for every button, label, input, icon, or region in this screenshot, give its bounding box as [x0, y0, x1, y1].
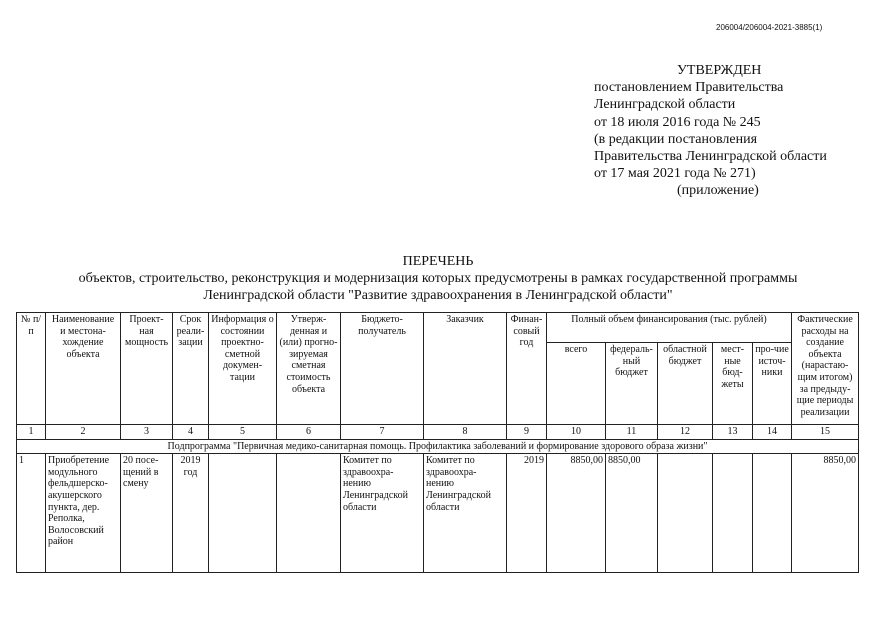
header-info: Информация о состоянии проектно-сметной докумен-тации — [209, 313, 277, 425]
approval-line: от 17 мая 2021 года № 271) — [594, 166, 756, 182]
approval-line: постановлением Правительства — [594, 80, 784, 96]
col-number: 3 — [121, 425, 173, 440]
approval-line: (в редакции постановления — [594, 131, 758, 147]
header-fin-year: Финан-совый год — [507, 313, 547, 425]
approval-line: от 18 июля 2016 года № 245 — [594, 114, 761, 130]
header-approved-cost: Утверж-денная и (или) прогно-зируемая сметная стоимость объекта — [277, 313, 341, 425]
col-number: 2 — [46, 425, 121, 440]
subtitle-line: объектов, строительство, реконструкция и модернизация которых предусмотрены в рамках государственной программы — [78, 271, 798, 286]
header-regional: областной бюджет — [658, 343, 713, 425]
approval-line: УТВЕРЖДЕН — [677, 63, 762, 78]
header-recipient: Бюджето-получатель — [341, 313, 424, 425]
cell-local — [713, 454, 753, 573]
cell-fin-year: 2019 — [507, 454, 547, 573]
col-number: 12 — [658, 425, 713, 440]
subtitle-line: Ленинградской области "Развитие здравоохранения в Ленинградской области" — [203, 288, 673, 303]
approval-line: Правительства Ленинградской области — [594, 149, 827, 165]
header-customer: Заказчик — [424, 313, 507, 425]
header-other: про-чие источ-ники — [753, 343, 792, 425]
header-local: мест-ные бюд-жеты — [713, 343, 753, 425]
cell-recipient: Комитет по здравоохра-нению Ленинградской области — [341, 454, 424, 573]
approval-block — [594, 62, 864, 200]
cell-federal: 8850,00 — [606, 454, 658, 573]
col-number: 5 — [209, 425, 277, 440]
col-number: 15 — [792, 425, 859, 440]
header-num: № п/п — [17, 313, 46, 425]
col-number: 8 — [424, 425, 507, 440]
col-number: 9 — [507, 425, 547, 440]
cell-capacity: 20 посе-щений в смену — [121, 454, 173, 573]
cell-approved-cost — [277, 454, 341, 573]
objects-table — [16, 312, 859, 573]
cell-regional — [658, 454, 713, 573]
document-id: 206004/206004-2021-3885(1) — [716, 23, 823, 32]
col-number: 10 — [547, 425, 606, 440]
col-number: 6 — [277, 425, 341, 440]
header-all: всего — [547, 343, 606, 425]
header-actual: Фактические расходы на создание объекта (нарастаю-щим итогом) за предыду-щие периоды реализации — [792, 313, 859, 425]
cell-term: 2019 год — [173, 454, 209, 573]
col-number: 14 — [753, 425, 792, 440]
cell-actual: 8850,00 — [792, 454, 859, 573]
table-row — [17, 454, 859, 573]
header-name: Наименование и местона-хождение объекта — [46, 313, 121, 425]
subprogram-title: Подпрограмма "Первичная медико-санитарная помощь. Профилактика заболеваний и формирование здорового образа жизни" — [17, 439, 859, 454]
header-capacity: Проект-ная мощность — [121, 313, 173, 425]
header-total-funding: Полный объем финансирования (тыс. рублей) — [547, 313, 792, 343]
col-number: 7 — [341, 425, 424, 440]
cell-customer: Комитет по здравоохра-нению Ленинградской области — [424, 454, 507, 573]
header-federal: федераль-ный бюджет — [606, 343, 658, 425]
document-subtitle — [18, 270, 858, 304]
header-term: Срок реали-зации — [173, 313, 209, 425]
approval-line: (приложение) — [677, 183, 759, 199]
cell-other — [753, 454, 792, 573]
cell-name: Приобретение модульного фельдшерско-акушерского пункта, дер. Реполка, Волосовский район — [46, 454, 121, 573]
col-number: 1 — [17, 425, 46, 440]
approval-line: Ленинградской области — [594, 97, 736, 113]
col-number: 13 — [713, 425, 753, 440]
cell-all: 8850,00 — [547, 454, 606, 573]
document-title: ПЕРЕЧЕНЬ — [402, 254, 474, 269]
col-number: 11 — [606, 425, 658, 440]
cell-info — [209, 454, 277, 573]
cell-num: 1 — [17, 454, 46, 573]
col-number: 4 — [173, 425, 209, 440]
